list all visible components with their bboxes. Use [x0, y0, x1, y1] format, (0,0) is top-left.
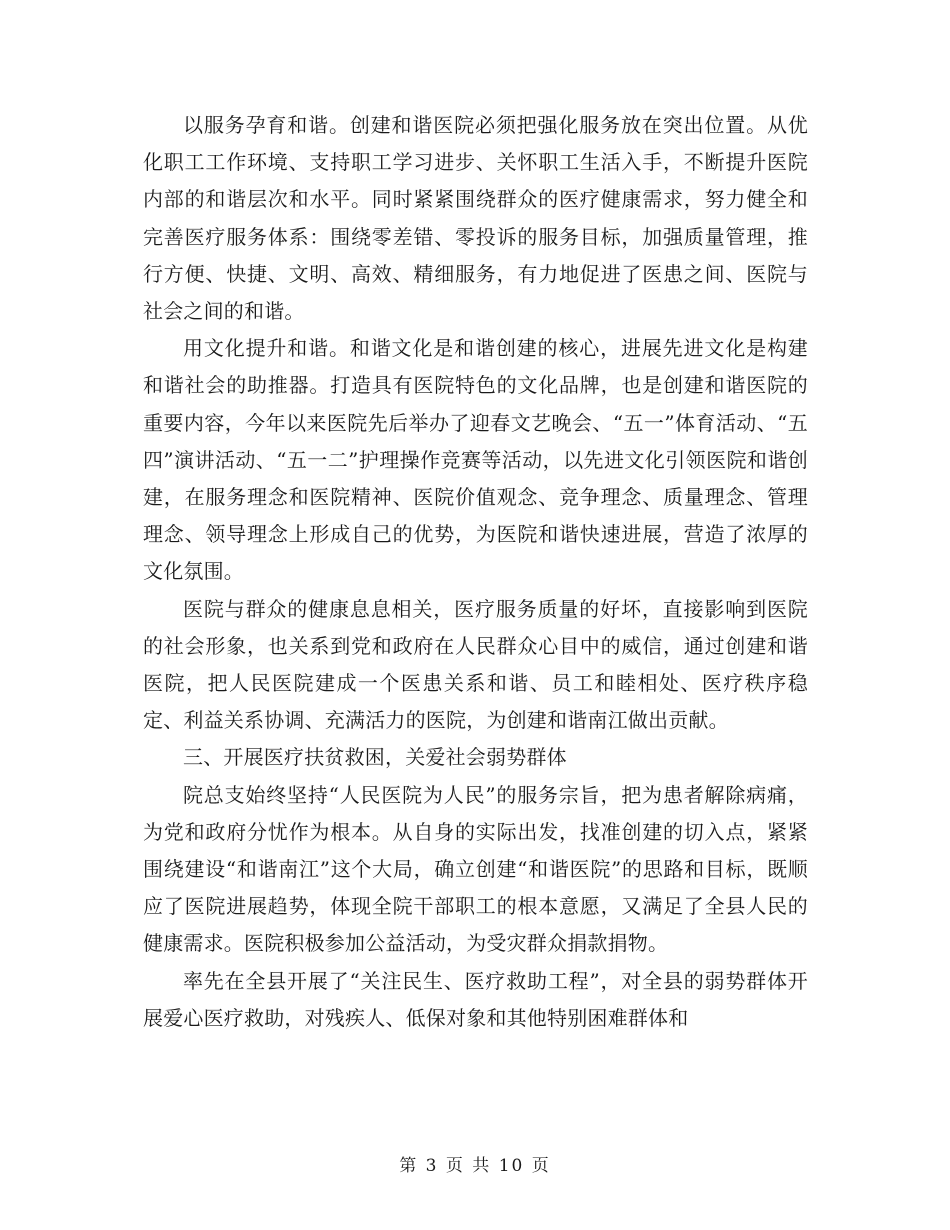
paragraph-medical-aid: 率先在全县开展了“关注民生、医疗救助工程”，对全县的弱势群体开展爱心医疗救助，对残疾人、低保对象和其他特别困难群体和	[143, 968, 808, 1030]
paragraph-culture-harmony: 用文化提升和谐。和谐文化是和谐创建的核心，进展先进文化是构建和谐社会的助推器。打造具有医院特色的文化品牌，也是创建和谐医院的重要内容，今年以来医院先后举办了迎春文艺晚会、“五一”体育活动、“五四”演讲活动、“五一二”护理操作竞赛等活动，以先进文化引领医院和谐创建，在服务理念和医院精神、医院价值观念、竞争理念、质量理念、管理理念、领导理念上形成自己的优势，为医院和谐快速进展，营造了浓厚的文化氛围。	[143, 336, 808, 584]
section-heading-three: 三、开展医疗扶贫救困，关爱社会弱势群体	[183, 745, 567, 770]
paragraph-service-harmony: 以服务孕育和谐。创建和谐医院必须把强化服务放在突出位置。从优化职工工作环境、支持职工学习进步、关怀职工生活入手，不断提升医院内部的和谐层次和水平。同时紧紧围绕群众的医疗健康需求，努力健全和完善医疗服务体系：围绕零差错、零投诉的服务目标，加强质量管理，推行方便、快捷、文明、高效、精细服务，有力地促进了医患之间、医院与社会之间的和谐。	[143, 113, 808, 324]
document-body	[143, 107, 808, 1037]
paragraph-hospital-health: 医院与群众的健康息息相关，医疗服务质量的好坏，直接影响到医院的社会形象，也关系到党和政府在人民群众心目中的威信，通过创建和谐医院，把人民医院建成一个医患关系和谐、员工和睦相处、医疗秩序稳定、利益关系协调、充满活力的医院，为创建和谐南江做出贡献。	[143, 596, 808, 733]
page-number-footer: 第 3 页 共 10 页	[399, 1156, 551, 1176]
paragraph-party-branch: 院总支始终坚持“人民医院为人民”的服务宗旨，把为患者解除病痛，为党和政府分忧作为根本。从自身的实际出发，找准创建的切入点，紧紧围绕建设“和谐南江”这个大局，确立创建“和谐医院”的思路和目标，既顺应了医院进展趋势，体现全院干部职工的根本意愿，又满足了全县人民的健康需求。医院积极参加公益活动，为受灾群众捐款捐物。	[143, 782, 808, 956]
